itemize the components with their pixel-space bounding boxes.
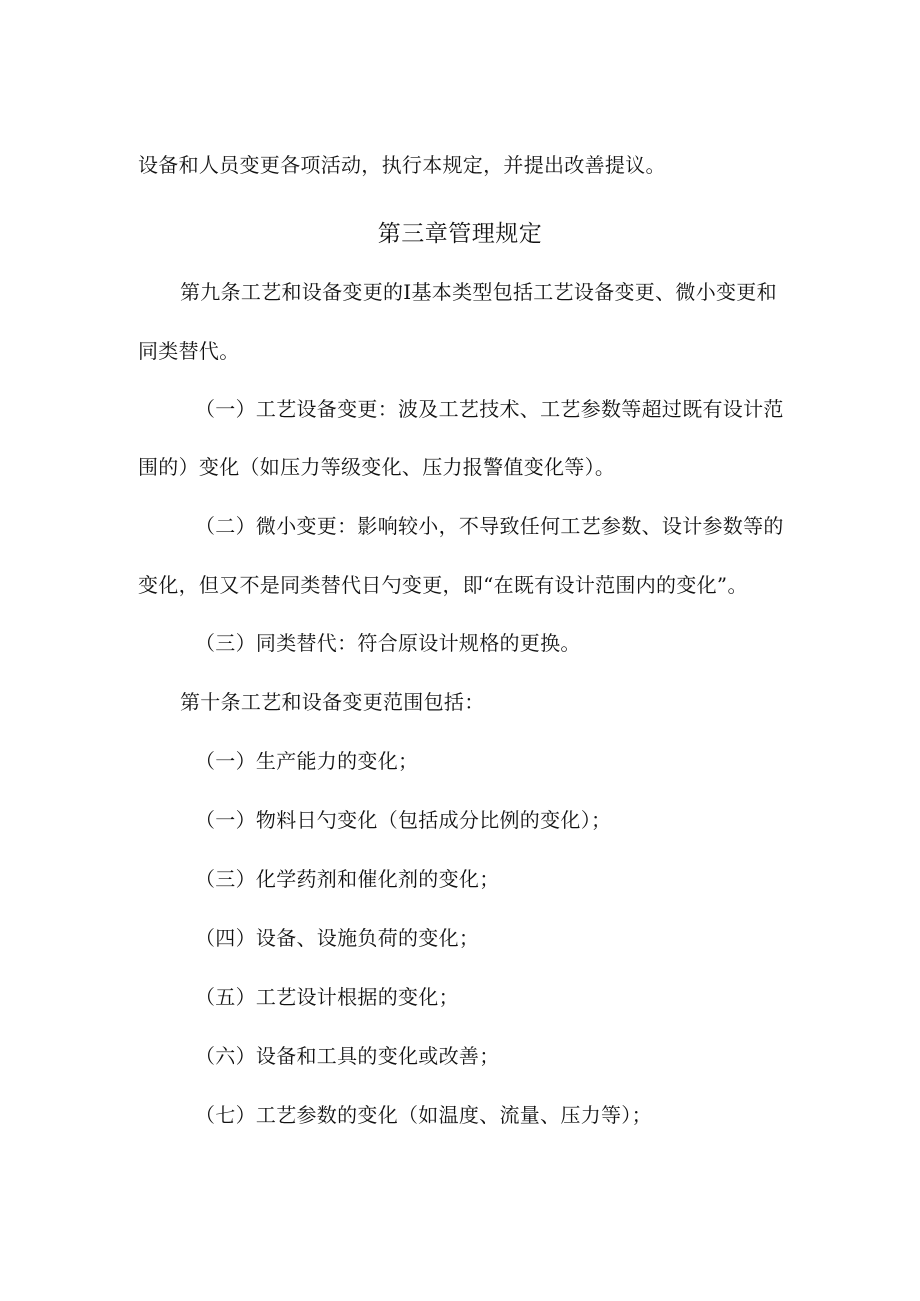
- scope-item-4: （四）设备、设施负荷的变化；: [195, 926, 480, 950]
- item-3-line: （三）同类替代：符合原设计规格的更换。: [195, 631, 581, 655]
- item-2-line-1: （二）微小变更：影响较小，不导致任何工艺参数、设计参数等的: [195, 514, 784, 538]
- scope-item-7: （七）工艺参数的变化（如温度、流量、压力等）；: [195, 1103, 652, 1127]
- scope-item-1: （一）生产能力的变化；: [195, 749, 419, 773]
- item-2-line-2: 变化，但又不是同类替代日勺变更，即“在既有设计范围内的变化”。: [138, 573, 748, 597]
- item-1-line-1: （一）工艺设备变更：波及工艺技术、工艺参数等超过既有设计范: [195, 397, 784, 421]
- article-9-line-1: 第九条工艺和设备变更的I基本类型包括工艺设备变更、微小变更和: [180, 280, 777, 304]
- article-10-line: 第十条工艺和设备变更范围包括：: [180, 690, 485, 714]
- scope-item-6: （六）设备和工具的变化或改善；: [195, 1044, 500, 1068]
- article-9-line-2: 同类替代。: [138, 339, 240, 363]
- intro-paragraph-line: 设备和人员变更各项活动，执行本规定，并提出改善提议。: [138, 153, 666, 177]
- item-1-line-2: 围的）变化（如压力等级变化、压力报警值变化等）。: [138, 455, 616, 479]
- scope-item-3: （三）化学药剂和催化剂的变化；: [195, 867, 500, 891]
- scope-item-5: （五）工艺设计根据的变化；: [195, 985, 459, 1009]
- scope-item-2: （一）物料日勺变化（包括成分比例的变化）；: [195, 808, 612, 832]
- chapter-title: 第三章管理规定: [377, 221, 543, 247]
